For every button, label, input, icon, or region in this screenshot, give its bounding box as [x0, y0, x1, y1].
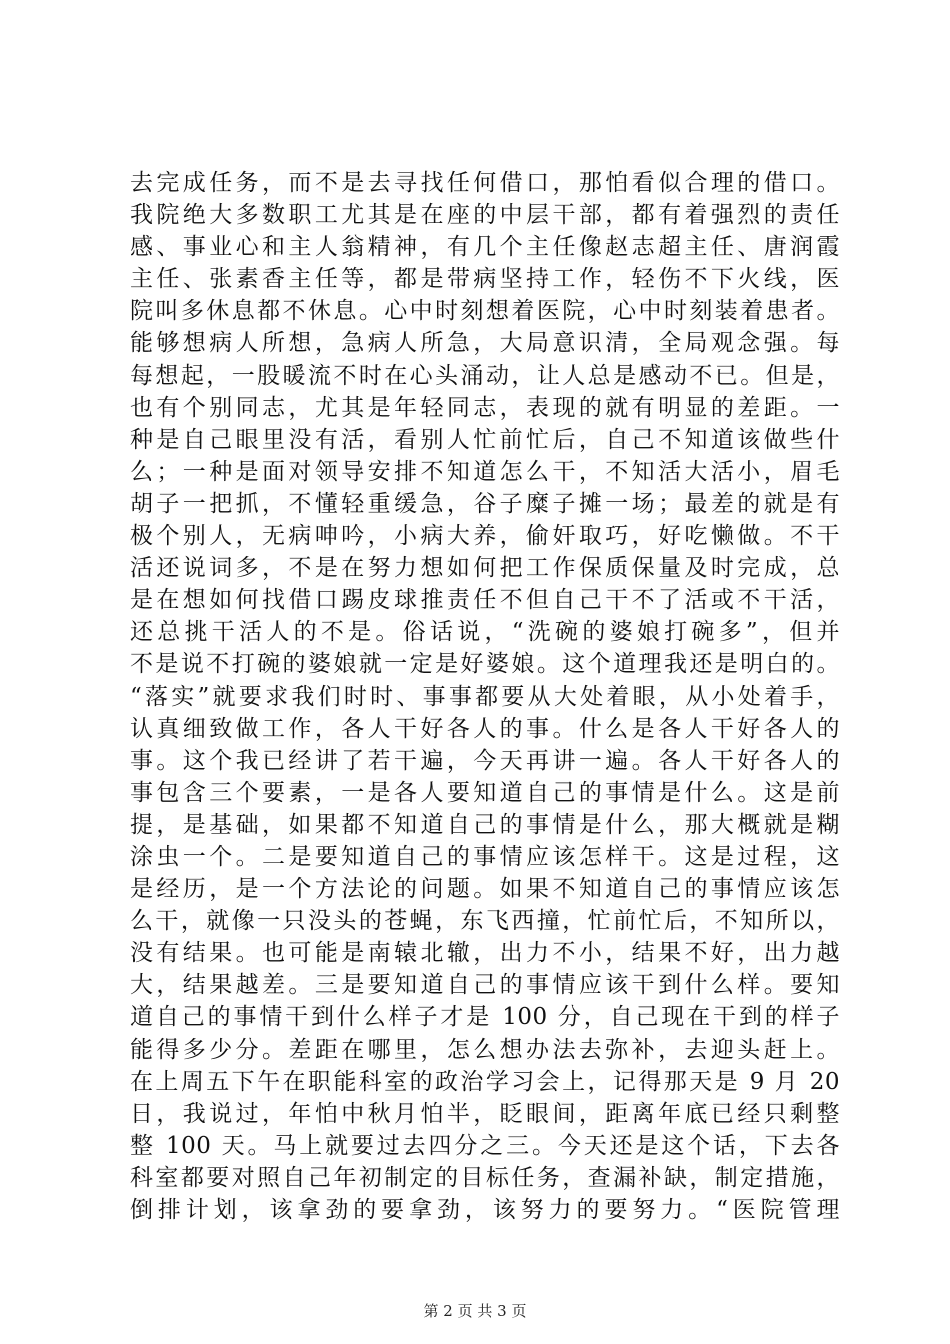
text-line: 每想起，一股暖流不时在心头涌动，让人总是感动不已。但是， [130, 362, 840, 389]
text-line: 整 100 天。马上就要过去四分之三。今天还是这个话，下去各 [130, 1132, 840, 1159]
text-line: 主任、张素香主任等，都是带病坚持工作，轻伤不下火线，医 [130, 266, 840, 293]
page-number: 第 2 页 共 3 页 [423, 1302, 527, 1320]
text-line: 是经历，是一个方法论的问题。如果不知道自己的事情应该怎 [130, 876, 840, 903]
body-text [130, 167, 840, 1226]
text-line: 能得多少分。差距在哪里，怎么想办法去弥补，去迎头赶上。 [130, 1036, 840, 1063]
text-line: 感、事业心和主人翁精神，有几个主任像赵志超主任、唐润霞 [130, 234, 840, 261]
text-line: 活还说词多，不是在努力想如何把工作保质保量及时完成，总 [130, 555, 840, 582]
text-line: 提，是基础，如果都不知道自己的事情是什么，那大概就是糊 [130, 811, 840, 838]
text-line: 涂虫一个。二是要知道自己的事情应该怎样干。这是过程，这 [130, 843, 840, 870]
text-line: 极个别人，无病呻吟，小病大养，偷奸取巧，好吃懒做。不干 [130, 523, 840, 550]
text-line: 也有个别同志，尤其是年轻同志，表现的就有明显的差距。一 [130, 394, 840, 421]
text-line: “落实”就要求我们时时、事事都要从大处着眼，从小处着手， [130, 683, 840, 710]
text-line: 胡子一把抓，不懂轻重缓急，谷子糜子摊一场；最差的就是有 [130, 490, 840, 517]
text-line: 不是说不打碗的婆娘就一定是好婆娘。这个道理我还是明白的。 [130, 651, 840, 678]
text-line: 么；一种是面对领导安排不知道怎么干，不知活大活小，眉毛 [130, 458, 840, 485]
text-line: 我院绝大多数职工尤其是在座的中层干部，都有着强烈的责任 [130, 202, 840, 229]
text-line: 种是自己眼里没有活，看别人忙前忙后，自己不知道该做些什 [130, 426, 840, 453]
text-line: 认真细致做工作，各人干好各人的事。什么是各人干好各人的 [130, 715, 840, 742]
text-line: 大，结果越差。三是要知道自己的事情应该干到什么样。要知 [130, 972, 840, 999]
text-line: 科室都要对照自己年初制定的目标任务，查漏补缺，制定措施， [130, 1164, 840, 1191]
text-line: 事包含三个要素，一是各人要知道自己的事情是什么。这是前 [130, 779, 840, 806]
text-line: 没有结果。也可能是南辕北辙，出力不小，结果不好，出力越 [130, 940, 840, 967]
text-line: 道自己的事情干到什么样子才是 100 分，自己现在干到的样子 [130, 1004, 840, 1031]
text-line: 院叫多休息都不休息。心中时刻想着医院，心中时刻装着患者。 [130, 298, 840, 325]
text-line: 去完成任务，而不是去寻找任何借口，那怕看似合理的借口。 [130, 170, 840, 196]
text-line: 还总挑干活人的不是。俗话说，“洗碗的婆娘打碗多”，但并 [130, 619, 840, 646]
text-line: 倒排计划，该拿劲的要拿劲，该努力的要努力。“医院管理 [130, 1197, 840, 1223]
text-line: 能够想病人所想，急病人所急，大局意识清，全局观念强。每 [130, 330, 840, 357]
text-line: 在上周五下午在职能科室的政治学习会上，记得那天是 9 月 20 [130, 1068, 840, 1095]
text-line: 事。这个我已经讲了若干遍，今天再讲一遍。各人干好各人的 [130, 747, 840, 774]
text-line: 日，我说过，年怕中秋月怕半，眨眼间，距离年底已经只剩整 [130, 1100, 840, 1127]
text-line: 是在想如何找借口踢皮球推责任不但自己干不了活或不干活， [130, 587, 840, 614]
page-footer [0, 1300, 950, 1321]
text-line: 么干，就像一只没头的苍蝇，东飞西撞，忙前忙后，不知所以， [130, 908, 840, 935]
